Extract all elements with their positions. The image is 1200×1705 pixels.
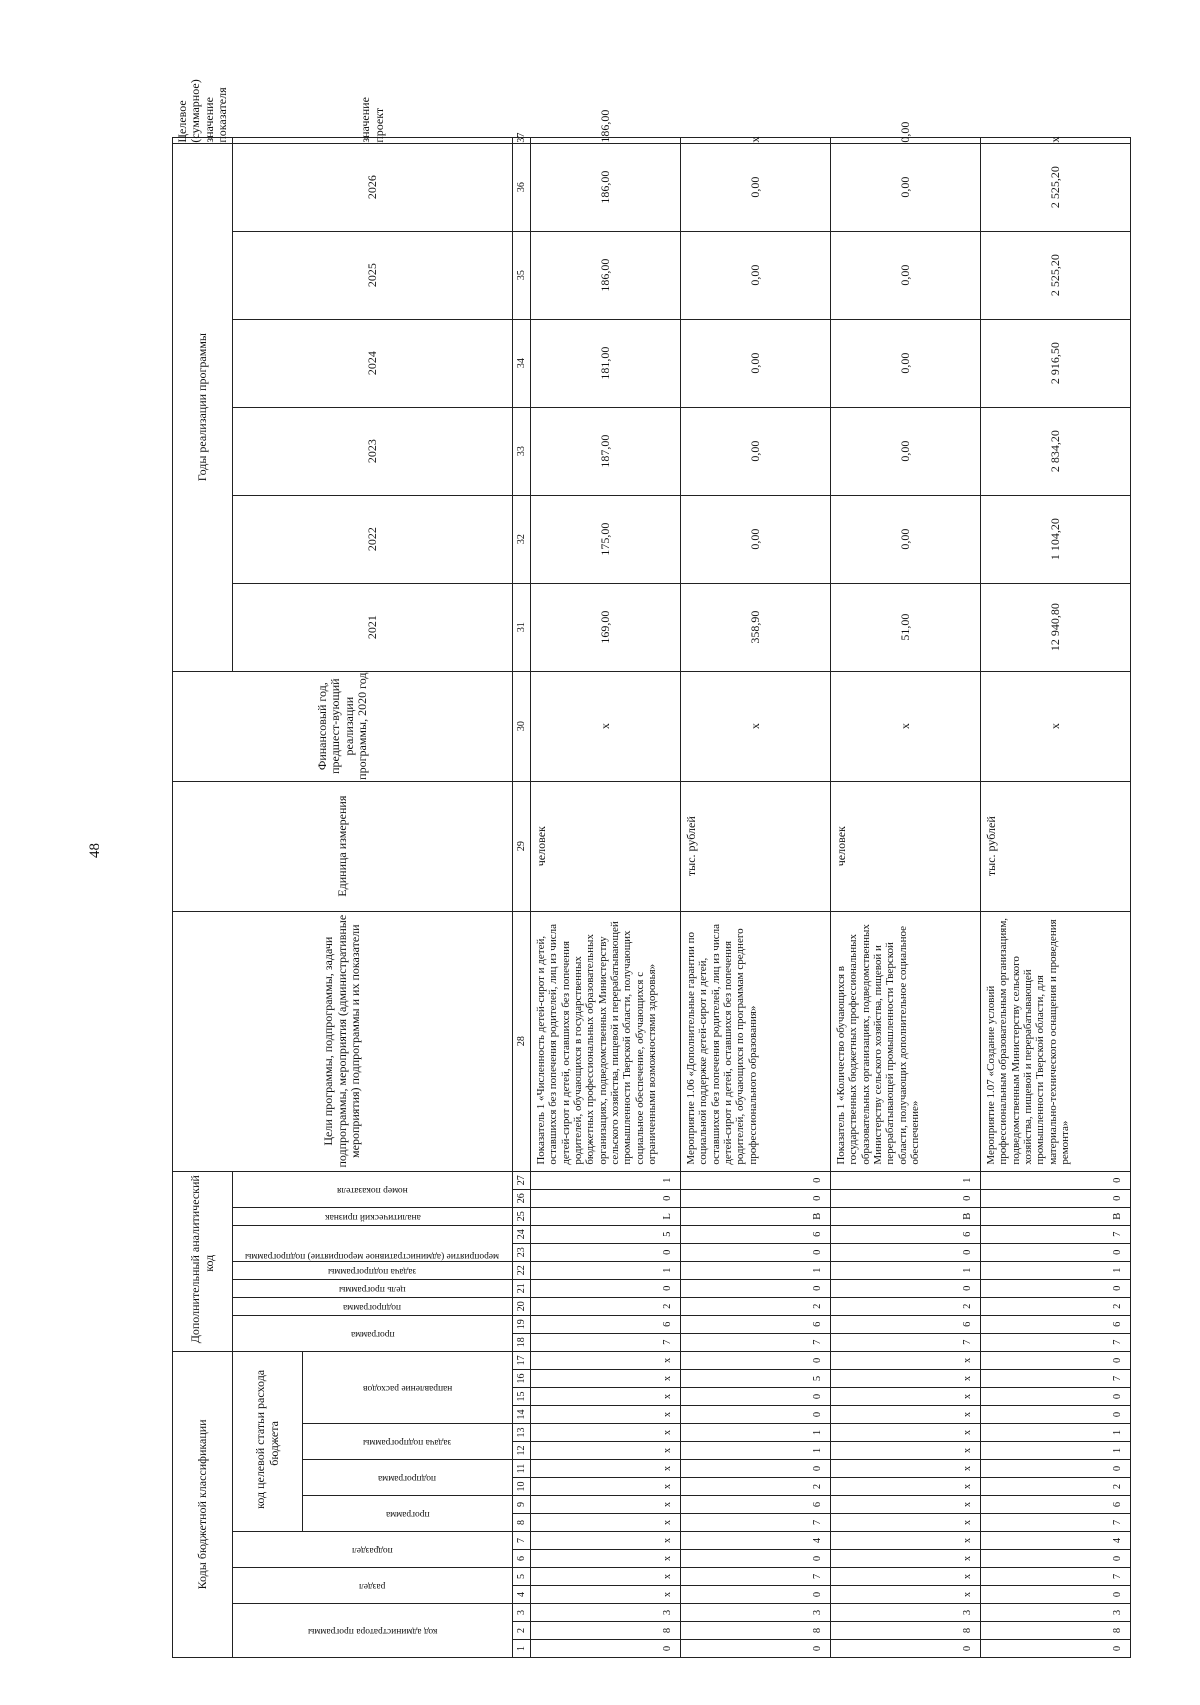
year-value-cell: 1 104,20	[981, 495, 1131, 583]
code-cell: 6	[831, 1225, 981, 1243]
code-cell: 3	[981, 1604, 1131, 1622]
code-cell: x	[831, 1478, 981, 1496]
year-2025-header: 2025	[233, 231, 513, 319]
program-header: программа	[303, 1496, 513, 1532]
code-cell: x	[531, 1514, 681, 1532]
code-cell: 8	[831, 1622, 981, 1640]
code-cell: x	[831, 1442, 981, 1460]
code-cell: x	[531, 1442, 681, 1460]
year-value-cell: 2 916,50	[981, 319, 1131, 407]
column-number-cell: 1	[513, 1640, 531, 1658]
unit-header: Единица измерения	[173, 781, 513, 911]
code-cell: 7	[981, 1568, 1131, 1586]
code-cell: 6	[981, 1315, 1131, 1333]
target-value-cell: 0,00	[831, 137, 981, 143]
code-cell: 0	[681, 1189, 831, 1207]
code-cell: x	[531, 1388, 681, 1406]
code-cell: 5	[681, 1370, 831, 1388]
code-cell: 0	[831, 1279, 981, 1297]
a-sign-header: аналитический признак	[233, 1207, 513, 1225]
column-number-cell: 16	[513, 1370, 531, 1388]
description-cell: Показатель 1 «Количество обучающихся в государственных бюджетных профессиональных образовательных организациях, подведомственных Министерству сельского хозяйства, пищевой и перерабатывающей промышленности Тверской области, получающих дополнительное социальное обеспечение»	[831, 911, 981, 1171]
code-cell: 3	[831, 1604, 981, 1622]
code-cell: 8	[681, 1622, 831, 1640]
code-cell: 3	[681, 1604, 831, 1622]
column-number-cell: 17	[513, 1351, 531, 1369]
code-cell: 1	[531, 1171, 681, 1189]
code-cell: В	[831, 1207, 981, 1225]
column-number-cell: 29	[513, 781, 531, 911]
code-cell: 1	[981, 1261, 1131, 1279]
code-cell: 6	[681, 1225, 831, 1243]
code-cell: 1	[531, 1261, 681, 1279]
year-value-cell: 0,00	[681, 143, 831, 231]
code-cell: 4	[681, 1532, 831, 1550]
year-value-cell: 0,00	[681, 407, 831, 495]
section-header: раздел	[233, 1568, 513, 1604]
code-cell: 0	[681, 1406, 831, 1424]
years-group-header: Годы реализации программы	[173, 143, 233, 671]
code-cell: x	[831, 1370, 981, 1388]
year-value-cell: 0,00	[681, 319, 831, 407]
subprogram-task-header: задача подпрограммы	[303, 1424, 513, 1460]
fin-year-cell: х	[831, 671, 981, 781]
code-cell: 6	[681, 1496, 831, 1514]
year-value-cell: 186,00	[531, 231, 681, 319]
goals-header: Цели программы, подпрограммы, задачи подпрограммы, мероприятия (административные мероприятия) подпрограммы и их показатели	[173, 911, 513, 1171]
column-number-cell: 10	[513, 1478, 531, 1496]
target-value-cell: 186,00	[531, 137, 681, 143]
code-cell: 0	[981, 1640, 1131, 1658]
column-number-cell: 14	[513, 1406, 531, 1424]
column-number-row	[513, 137, 531, 1657]
code-cell: 0	[681, 1243, 831, 1261]
code-cell: 6	[831, 1315, 981, 1333]
code-cell: 0	[831, 1189, 981, 1207]
unit-cell: тыс. рублей	[681, 781, 831, 911]
code-cell: 8	[531, 1622, 681, 1640]
year-value-cell: 0,00	[831, 319, 981, 407]
a-event-header: мероприятие (административное мероприятие) подпрограммы	[233, 1225, 513, 1261]
column-number-cell: 30	[513, 671, 531, 781]
code-cell: 1	[981, 1424, 1131, 1442]
column-number-cell: 35	[513, 231, 531, 319]
code-cell: 7	[981, 1370, 1131, 1388]
year-2021-header: 2021	[233, 583, 513, 671]
code-cell: 1	[831, 1261, 981, 1279]
target-code-header: код целевой статьи расхода бюджета	[233, 1351, 303, 1531]
code-cell: x	[531, 1532, 681, 1550]
column-number-cell: 26	[513, 1189, 531, 1207]
code-cell: 0	[831, 1640, 981, 1658]
subprogram-header: подпрограмма	[303, 1460, 513, 1496]
code-cell: x	[531, 1370, 681, 1388]
code-cell: 0	[681, 1279, 831, 1297]
unit-cell: человек	[831, 781, 981, 911]
code-cell: x	[531, 1586, 681, 1604]
code-cell: 1	[681, 1424, 831, 1442]
target-value-header: Целевое (суммарное) значение показателя	[173, 137, 233, 143]
code-cell: 1	[681, 1261, 831, 1279]
code-cell: 2	[681, 1297, 831, 1315]
admin-code-header: код администратора программы	[233, 1604, 513, 1658]
column-number-cell: 32	[513, 495, 531, 583]
table-row	[981, 137, 1131, 1657]
a-subprogram-task-header: задача подпрограммы	[233, 1261, 513, 1279]
code-cell: 0	[681, 1351, 831, 1369]
code-cell: x	[531, 1406, 681, 1424]
column-number-cell: 27	[513, 1171, 531, 1189]
code-cell: 0	[531, 1279, 681, 1297]
column-number-cell: 13	[513, 1424, 531, 1442]
code-cell: 2	[531, 1297, 681, 1315]
code-cell: 0	[681, 1171, 831, 1189]
year-value-cell: 0,00	[831, 495, 981, 583]
code-cell: 7	[681, 1568, 831, 1586]
column-number-cell: 2	[513, 1622, 531, 1640]
code-cell: x	[831, 1586, 981, 1604]
code-cell: 0	[981, 1406, 1131, 1424]
code-cell: 0	[531, 1189, 681, 1207]
column-number-cell: 22	[513, 1261, 531, 1279]
code-cell: x	[831, 1532, 981, 1550]
code-cell: 5	[531, 1225, 681, 1243]
subsection-header: подраздел	[233, 1532, 513, 1568]
code-cell: 7	[681, 1333, 831, 1351]
year-2024-header: 2024	[233, 319, 513, 407]
code-cell: 2	[681, 1478, 831, 1496]
year-value-cell: 0,00	[681, 495, 831, 583]
code-cell: 1	[831, 1171, 981, 1189]
column-number-cell: 34	[513, 319, 531, 407]
year-value-cell: 2 834,20	[981, 407, 1131, 495]
code-cell: 7	[831, 1333, 981, 1351]
analytic-code-header: Дополнительный аналитический код	[173, 1171, 233, 1351]
column-number-cell: 24	[513, 1225, 531, 1243]
code-cell: 2	[981, 1478, 1131, 1496]
code-cell: 0	[981, 1460, 1131, 1478]
year-2022-header: 2022	[233, 495, 513, 583]
expense-direction-header: направление расходов	[303, 1351, 513, 1423]
fin-year-cell: х	[681, 671, 831, 781]
year-value-cell: 187,00	[531, 407, 681, 495]
table-row	[531, 137, 681, 1657]
code-cell: 6	[981, 1496, 1131, 1514]
code-cell: В	[681, 1207, 831, 1225]
year-value-cell: 12 940,80	[981, 583, 1131, 671]
code-cell: 0	[831, 1243, 981, 1261]
program-table	[172, 79, 1131, 1658]
target-value-cell: х	[681, 137, 831, 143]
fin-year-cell: х	[531, 671, 681, 781]
year-2026-header: 2026	[233, 143, 513, 231]
code-cell: x	[831, 1460, 981, 1478]
fin-year-cell: х	[981, 671, 1131, 781]
column-number-cell: 25	[513, 1207, 531, 1225]
table-row	[831, 137, 981, 1657]
code-cell: x	[831, 1496, 981, 1514]
code-cell: 0	[681, 1550, 831, 1568]
column-number-cell: 11	[513, 1460, 531, 1478]
year-value-cell: 2 525,20	[981, 143, 1131, 231]
code-cell: 1	[981, 1442, 1131, 1460]
code-cell: 7	[981, 1514, 1131, 1532]
year-value-cell: 0,00	[831, 231, 981, 319]
column-number-cell: 20	[513, 1297, 531, 1315]
column-number-cell: 28	[513, 911, 531, 1171]
table-row	[681, 137, 831, 1657]
code-cell: x	[831, 1550, 981, 1568]
code-cell: 2	[981, 1297, 1131, 1315]
code-cell: x	[831, 1568, 981, 1586]
code-cell: x	[831, 1406, 981, 1424]
column-number-cell: 18	[513, 1333, 531, 1351]
code-cell: L	[531, 1207, 681, 1225]
code-cell: 4	[981, 1532, 1131, 1550]
code-cell: 7	[531, 1333, 681, 1351]
code-cell: 0	[981, 1586, 1131, 1604]
column-number-cell: 31	[513, 583, 531, 671]
column-number-cell: 8	[513, 1514, 531, 1532]
year-value-cell: 358,90	[681, 583, 831, 671]
code-cell: В	[981, 1207, 1131, 1225]
code-cell: 6	[531, 1315, 681, 1333]
code-cell: 0	[981, 1351, 1131, 1369]
code-cell: x	[531, 1568, 681, 1586]
a-indicator-header: номер показателя	[233, 1171, 513, 1207]
column-number-cell: 37	[513, 137, 531, 143]
code-cell: 0	[681, 1388, 831, 1406]
code-cell: 0	[531, 1640, 681, 1658]
target-value-cell: х	[981, 137, 1131, 143]
code-cell: x	[831, 1424, 981, 1442]
column-number-cell: 5	[513, 1568, 531, 1586]
year-2023-header: 2023	[233, 407, 513, 495]
code-cell: x	[531, 1460, 681, 1478]
code-cell: 0	[981, 1550, 1131, 1568]
code-cell: 0	[981, 1279, 1131, 1297]
code-cell: 0	[681, 1460, 831, 1478]
year-value-cell: 169,00	[531, 583, 681, 671]
description-cell: Показатель 1 «Численность детей-сирот и детей, оставшихся без попечения родителей, лиц из числа детей-сирот и детей, оставшихся без попечения родителей, обучающихся в государственных бюджетных профессиональных образовательных организациях, подведомственных Министерству сельского хозяйства, пищевой и перерабатывающей промышленности Тверской области, получающих социальное обеспечение, обучающихся с ограниченными возможностями здоровья»	[531, 911, 681, 1171]
code-cell: 0	[531, 1243, 681, 1261]
a-program-header: программа	[233, 1315, 513, 1351]
page-number: 48	[87, 843, 103, 858]
code-cell: x	[531, 1550, 681, 1568]
column-number-cell: 4	[513, 1586, 531, 1604]
column-number-cell: 15	[513, 1388, 531, 1406]
code-cell: 7	[981, 1225, 1131, 1243]
rotated-table-container	[172, 79, 1124, 1658]
column-number-cell: 6	[513, 1550, 531, 1568]
year-value-cell: 175,00	[531, 495, 681, 583]
column-number-cell: 9	[513, 1496, 531, 1514]
code-cell: 3	[531, 1604, 681, 1622]
code-cell: x	[831, 1388, 981, 1406]
code-cell: x	[531, 1496, 681, 1514]
a-subprogram-header: подпрограмма	[233, 1297, 513, 1315]
column-number-cell: 21	[513, 1279, 531, 1297]
unit-cell: тыс. рублей	[981, 781, 1131, 911]
description-cell: Мероприятие 1.07 «Создание условий профессиональным образовательным организациям, подведомственным Министерству сельского хозяйства, пищевой и перерабатывающей промышленности Тверской области, для материально-технического оснащения и проведения ремонта»	[981, 911, 1131, 1171]
year-value-cell: 186,00	[531, 143, 681, 231]
code-cell: 1	[681, 1442, 831, 1460]
year-value-cell: 2 525,20	[981, 231, 1131, 319]
year-value-cell: 181,00	[531, 319, 681, 407]
column-number-cell: 23	[513, 1243, 531, 1261]
code-cell: 0	[681, 1640, 831, 1658]
code-cell: x	[531, 1424, 681, 1442]
target-sub-header: значение проект	[233, 137, 513, 143]
code-cell: 0	[981, 1388, 1131, 1406]
code-cell: 0	[981, 1243, 1131, 1261]
code-cell: x	[831, 1514, 981, 1532]
year-value-cell: 0,00	[831, 407, 981, 495]
code-cell: 0	[981, 1171, 1131, 1189]
year-value-cell: 0,00	[681, 231, 831, 319]
unit-cell: человек	[531, 781, 681, 911]
code-cell: x	[831, 1351, 981, 1369]
column-number-cell: 12	[513, 1442, 531, 1460]
code-cell: 0	[981, 1189, 1131, 1207]
code-cell: 2	[831, 1297, 981, 1315]
fin-year-header: Финансовый год, предшест-вующий реализации программы, 2020 год	[173, 671, 513, 781]
code-cell: 6	[681, 1315, 831, 1333]
description-cell: Мероприятие 1.06 «Дополнительные гарантии по социальной поддержке детей-сирот и детей, оставшихся без попечения родителей, лиц из числа детей-сирот и детей, оставшихся без попечения родителей, обучающихся по программам среднего профессионального образования»	[681, 911, 831, 1171]
code-cell: x	[531, 1351, 681, 1369]
code-cell: 7	[681, 1514, 831, 1532]
code-cell: 8	[981, 1622, 1131, 1640]
budget-codes-header: Коды бюджетной классификации	[173, 1351, 233, 1657]
code-cell: x	[531, 1478, 681, 1496]
column-number-cell: 33	[513, 407, 531, 495]
column-number-cell: 7	[513, 1532, 531, 1550]
code-cell: 7	[981, 1333, 1131, 1351]
code-cell: 0	[681, 1586, 831, 1604]
column-number-cell: 19	[513, 1315, 531, 1333]
year-value-cell: 0,00	[831, 143, 981, 231]
column-number-cell: 3	[513, 1604, 531, 1622]
column-number-cell: 36	[513, 143, 531, 231]
a-program-goal-header: цель программы	[233, 1279, 513, 1297]
year-value-cell: 51,00	[831, 583, 981, 671]
